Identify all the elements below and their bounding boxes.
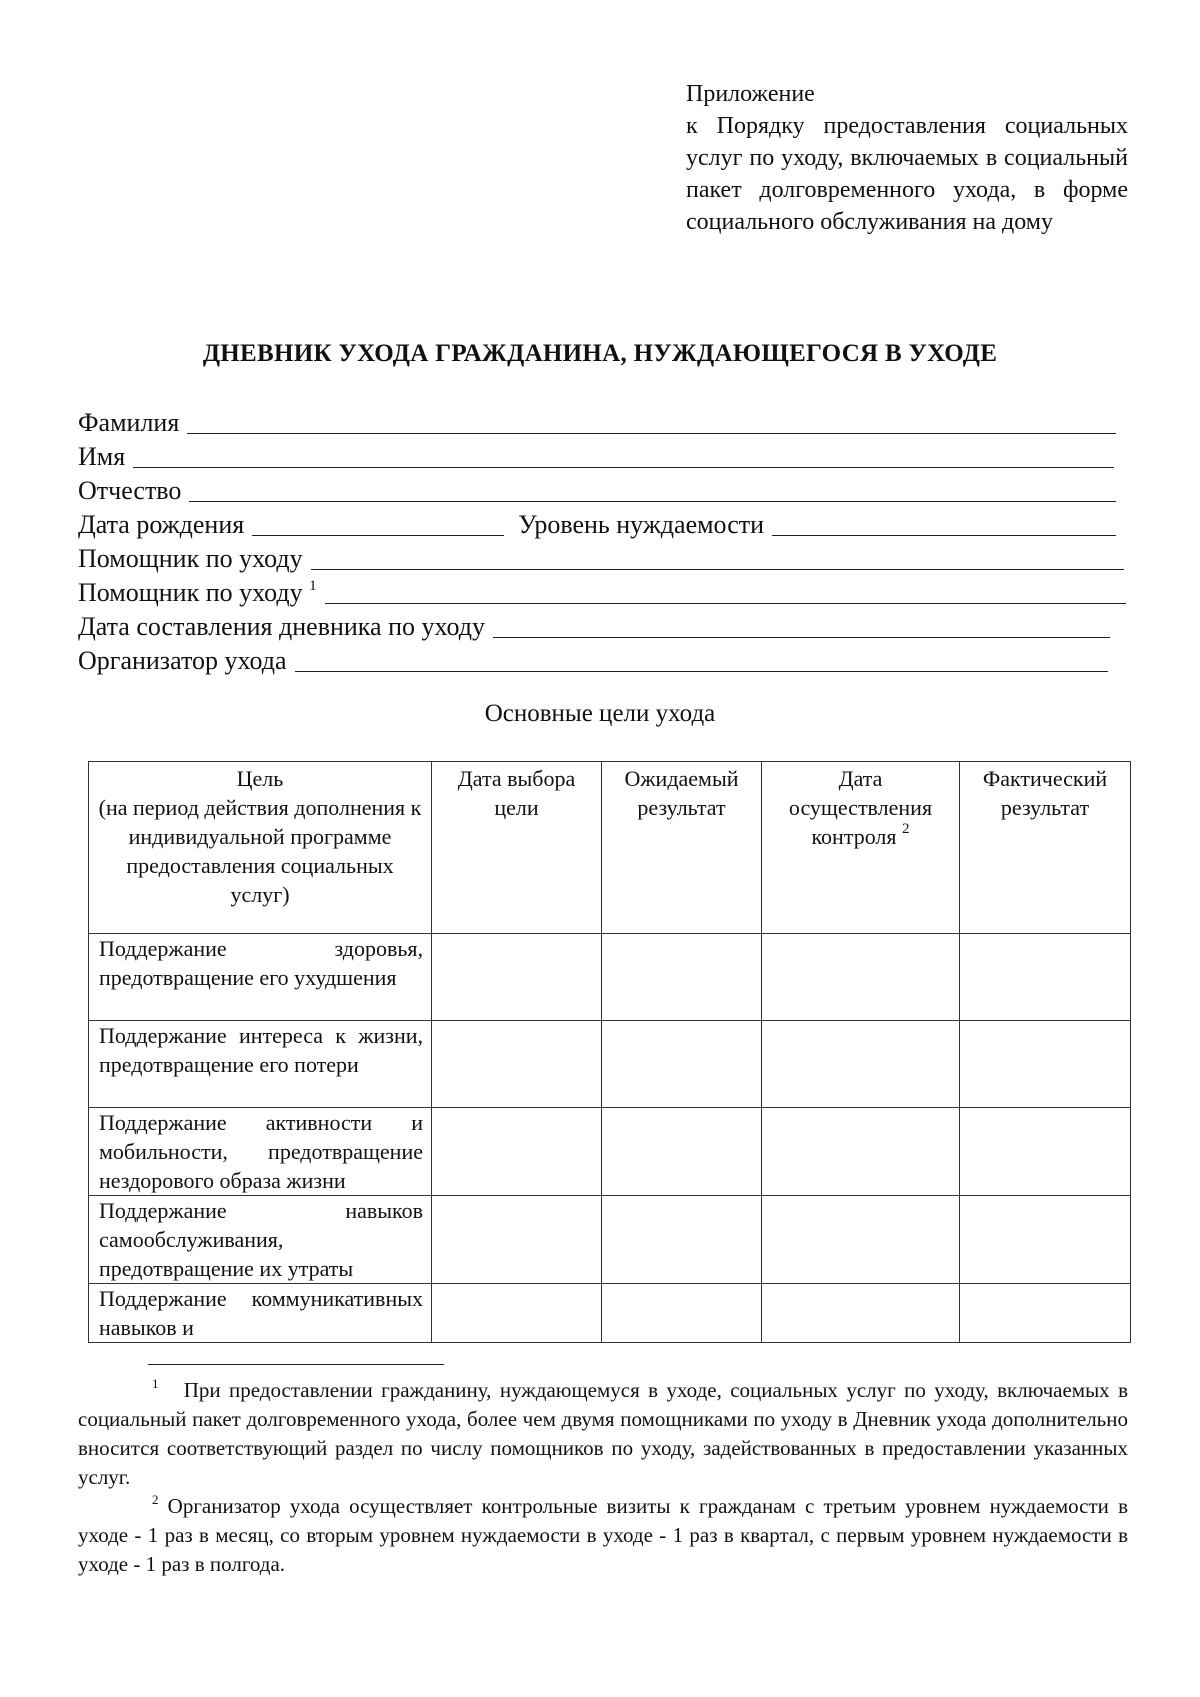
header-control-date-text: Дата осуществления контроля xyxy=(788,766,933,849)
footnote-mark: 1 xyxy=(152,1376,159,1391)
appendix-text: к Порядку предоставления социальных услуг по уходу, включаемых в социальный пакет долговременного ухода, в форме социального обслуживания на дому xyxy=(686,113,1128,235)
field-birth-date-need-level xyxy=(78,506,1128,540)
footnote-divider xyxy=(148,1364,444,1365)
appendix-heading: Приложение xyxy=(686,81,815,107)
header-actual-result: Фактический результат xyxy=(960,762,1131,934)
field-label: Помощник по уходу xyxy=(78,544,303,573)
header-goal xyxy=(89,762,432,934)
last-name-line[interactable] xyxy=(187,411,1116,434)
field-label: Фамилия xyxy=(78,408,180,437)
goal-cell: Поддержание навыков самообслуживания, предотвращение их утраты xyxy=(89,1196,432,1284)
empty-cell[interactable] xyxy=(602,1108,762,1196)
need-level-line[interactable] xyxy=(772,513,1116,536)
table-row xyxy=(89,934,1131,1021)
field-label: Отчество xyxy=(78,476,182,505)
patronymic-line[interactable] xyxy=(189,479,1116,502)
empty-cell[interactable] xyxy=(602,1196,762,1284)
empty-cell[interactable] xyxy=(432,1108,602,1196)
empty-cell[interactable] xyxy=(960,1021,1131,1108)
field-label: Дата рождения xyxy=(78,510,245,539)
footnote-mark: 2 xyxy=(152,1492,159,1507)
field-assistant-1 xyxy=(78,540,1128,574)
table-row xyxy=(89,1196,1131,1284)
header-control-date xyxy=(762,762,960,934)
empty-cell[interactable] xyxy=(602,1284,762,1343)
footnote-2 xyxy=(78,1492,1128,1579)
table-header-row xyxy=(89,762,1131,934)
field-label xyxy=(78,578,325,608)
assistant-1-line[interactable] xyxy=(311,547,1124,570)
personal-info-form xyxy=(78,404,1128,676)
goal-cell: Поддержание коммуникативных навыков и xyxy=(89,1284,432,1343)
goal-cell: Поддержание здоровья, предотвращение его ухудшения xyxy=(89,934,432,1021)
footnote-1 xyxy=(78,1376,1128,1492)
field-label-text: Помощник по уходу xyxy=(78,578,303,607)
footnote-text: Организатор ухода осуществляет контрольные визиты к гражданам с третьим уровнем нуждаемости в уходе - 1 раз в месяц, со вторым уровнем нуждаемости в уходе - 1 раз в квартал, с первым уровнем нуждаемости в уходе - 1 раз в полгода. xyxy=(78,1494,1128,1576)
field-assistant-2 xyxy=(78,574,1128,608)
empty-cell[interactable] xyxy=(432,1284,602,1343)
appendix-note xyxy=(686,78,1128,238)
assistant-2-line[interactable] xyxy=(325,581,1126,604)
footnote-ref-1: 1 xyxy=(309,578,317,594)
empty-cell[interactable] xyxy=(432,1196,602,1284)
empty-cell[interactable] xyxy=(762,1284,960,1343)
empty-cell[interactable] xyxy=(602,934,762,1021)
empty-cell[interactable] xyxy=(762,934,960,1021)
table-row xyxy=(89,1284,1131,1343)
field-diary-date xyxy=(78,608,1128,642)
footnote-text: При предоставлении гражданину, нуждающемуся в уходе, социальных услуг по уходу, включаемых в социальный пакет долговременного ухода, более чем двумя помощниками по уходу в Дневник ухода дополнительно вносится соответствующий раздел по числу помощников по уходу, задействованных в предоставлении указанных услуг. xyxy=(78,1378,1129,1489)
field-patronymic xyxy=(78,472,1128,506)
organizer-line[interactable] xyxy=(295,649,1109,672)
birth-date-line[interactable] xyxy=(252,513,504,536)
empty-cell[interactable] xyxy=(762,1108,960,1196)
empty-cell[interactable] xyxy=(602,1021,762,1108)
field-label: Имя xyxy=(78,442,126,471)
empty-cell[interactable] xyxy=(432,934,602,1021)
empty-cell[interactable] xyxy=(960,1196,1131,1284)
empty-cell[interactable] xyxy=(960,1284,1131,1343)
empty-cell[interactable] xyxy=(432,1021,602,1108)
first-name-line[interactable] xyxy=(133,445,1114,468)
field-label: Уровень нуждаемости xyxy=(518,510,765,539)
field-last-name xyxy=(78,404,1128,438)
empty-cell[interactable] xyxy=(762,1021,960,1108)
diary-date-line[interactable] xyxy=(493,615,1110,638)
document-title: ДНЕВНИК УХОДА ГРАЖДАНИНА, НУЖДАЮЩЕГОСЯ В УХОДЕ xyxy=(202,340,998,367)
footnotes xyxy=(78,1376,1128,1579)
section-title: Основные цели ухода xyxy=(484,700,716,727)
goal-cell: Поддержание интереса к жизни, предотвращение его потери xyxy=(89,1021,432,1108)
field-first-name xyxy=(78,438,1128,472)
empty-cell[interactable] xyxy=(762,1196,960,1284)
header-goal-text: Цель (на период действия дополнения к индивидуальной программе предоставления социальных услуг) xyxy=(98,766,422,907)
field-label: Дата составления дневника по уходу xyxy=(78,612,485,641)
table-row xyxy=(89,1108,1131,1196)
field-label: Организатор ухода xyxy=(78,646,287,675)
header-expected-result: Ожидаемый результат xyxy=(602,762,762,934)
table-row xyxy=(89,1021,1131,1108)
header-selection-date: Дата выбора цели xyxy=(432,762,602,934)
empty-cell[interactable] xyxy=(960,1108,1131,1196)
goal-cell: Поддержание активности и мобильности, предотвращение нездорового образа жизни xyxy=(89,1108,432,1196)
footnote-ref-2: 2 xyxy=(902,821,910,837)
care-goals-table xyxy=(88,761,1131,1343)
field-organizer xyxy=(78,642,1128,676)
empty-cell[interactable] xyxy=(960,934,1131,1021)
